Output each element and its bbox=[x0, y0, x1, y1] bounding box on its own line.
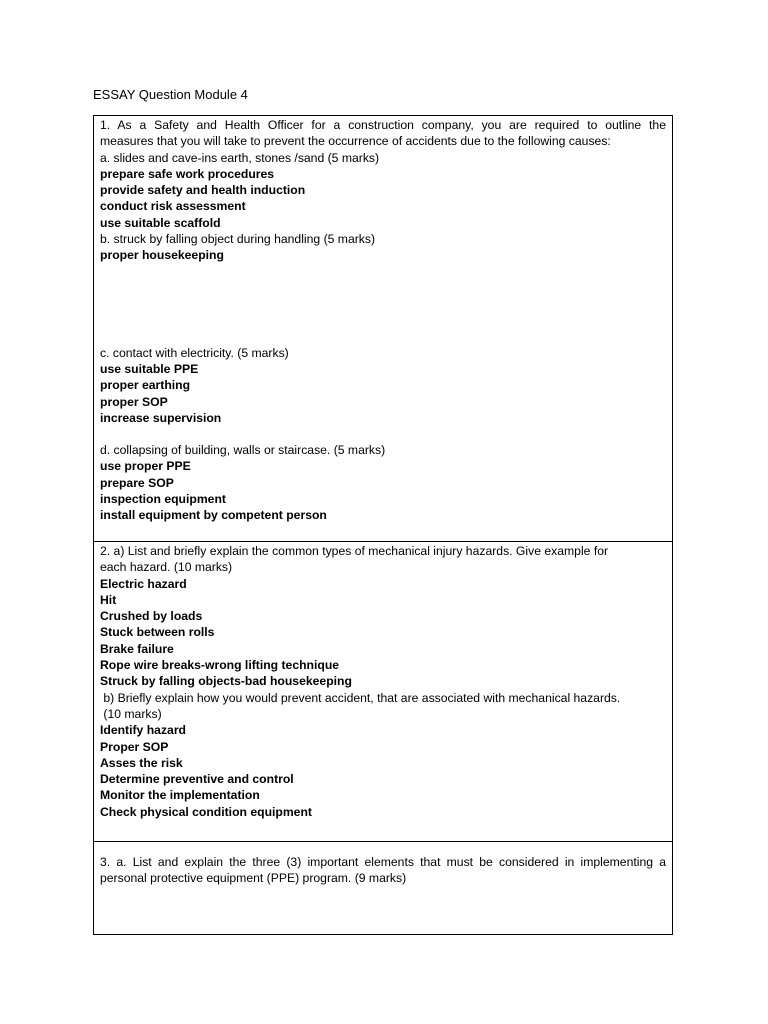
answer-line: proper SOP bbox=[100, 394, 168, 409]
answer-line: provide safety and health induction bbox=[100, 183, 306, 198]
question-2b-label: (10 marks) bbox=[100, 706, 162, 721]
question-1-intro-line: measures that you will take to prevent the occurrence of accidents due to the following causes: bbox=[100, 134, 611, 149]
answer-line: prepare SOP bbox=[100, 475, 174, 490]
answer-line: inspection equipment bbox=[100, 492, 226, 507]
question-1-box bbox=[93, 115, 673, 542]
answer-line: use proper PPE bbox=[100, 459, 191, 474]
answer-line: use suitable PPE bbox=[100, 361, 199, 376]
question-1c-label: c. contact with electricity. (5 marks) bbox=[100, 345, 289, 360]
answer-line: Crushed by loads bbox=[100, 609, 203, 624]
answer-line: Monitor the implementation bbox=[100, 788, 260, 803]
answer-line: Check physical condition equipment bbox=[100, 804, 312, 819]
blank-space bbox=[100, 264, 666, 345]
answer-line: Rope wire breaks-wrong lifting technique bbox=[100, 658, 340, 673]
answer-line: Brake failure bbox=[100, 641, 174, 656]
blank-space bbox=[100, 426, 666, 442]
question-2a-label: 2. a) List and briefly explain the common types of mechanical injury hazards. Give example for bbox=[100, 544, 609, 558]
answer-line: increase supervision bbox=[100, 410, 222, 425]
question-1a-label: a. slides and cave-ins earth, stones /sand (5 marks) bbox=[100, 150, 380, 165]
question-2b-label: b) Briefly explain how you would prevent accident, that are associated with mechanical hazards. bbox=[100, 690, 621, 705]
answer-line: Asses the risk bbox=[100, 755, 183, 770]
answer-line: prepare safe work procedures bbox=[100, 166, 275, 181]
answer-line: Identify hazard bbox=[100, 723, 187, 738]
answer-line: Determine preventive and control bbox=[100, 772, 294, 787]
answer-line: conduct risk assessment bbox=[100, 199, 246, 214]
answer-line: Proper SOP bbox=[100, 739, 169, 754]
question-3a-label: 3. a. List and explain the three (3) important elements that must be considered in implementing a bbox=[100, 855, 666, 869]
question-1d-label: d. collapsing of building, walls or staircase. (5 marks) bbox=[100, 443, 386, 458]
answer-line: Struck by falling objects-bad housekeeping bbox=[100, 674, 352, 689]
question-3-box bbox=[93, 841, 673, 935]
question-1b-label: b. struck by falling object during handling (5 marks) bbox=[100, 232, 376, 247]
document-title: ESSAY Question Module 4 bbox=[93, 87, 248, 102]
question-1-intro-line: 1. As a Safety and Health Officer for a construction company, you are required to outline the bbox=[100, 118, 666, 132]
question-2a-label: each hazard. (10 marks) bbox=[100, 560, 233, 575]
answer-line: proper housekeeping bbox=[100, 248, 224, 263]
answer-line: Stuck between rolls bbox=[100, 625, 215, 640]
answer-line: install equipment by competent person bbox=[100, 508, 327, 523]
answer-line: Hit bbox=[100, 592, 117, 607]
question-2-box bbox=[93, 541, 673, 842]
answer-line: proper earthing bbox=[100, 378, 191, 393]
answer-line: Electric hazard bbox=[100, 576, 187, 591]
question-3a-label: personal protective equipment (PPE) program. (9 marks) bbox=[100, 871, 407, 886]
answer-line: use suitable scaffold bbox=[100, 215, 221, 230]
